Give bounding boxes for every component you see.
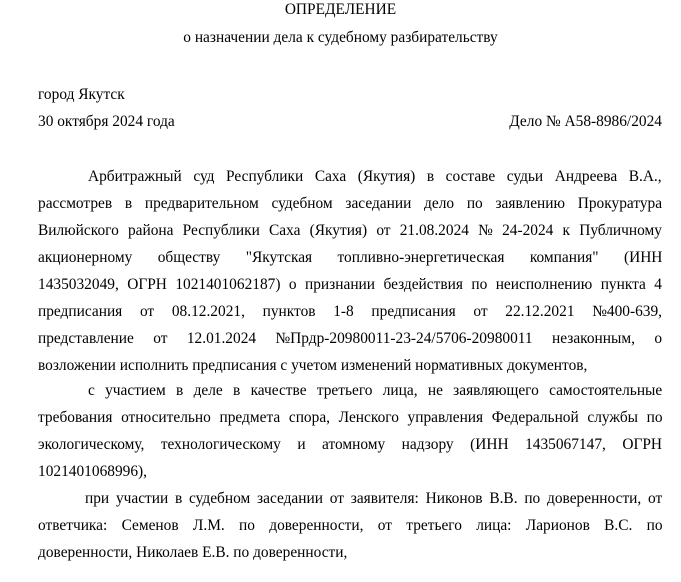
paragraph-line: требования относительно предмета спора, Ленского управления Федеральной службы по <box>38 409 663 426</box>
city-label: город Якутск <box>38 86 125 103</box>
paragraph-line: при участии в судебном заседании от заявителя: Никонов В.В. по доверенности, от <box>85 490 663 507</box>
document-title: ОПРЕДЕЛЕНИЕ <box>284 1 397 18</box>
paragraph-line: представление от 12.01.2024 №Прдр-20980011-23-24/5706-20980011 незаконным, о <box>38 330 663 347</box>
paragraph-line: с участием в деле в качестве третьего лица, не заявляющего самостоятельные <box>88 382 663 399</box>
paragraph-line: 1021401068996), <box>38 463 148 480</box>
paragraph-court-composition <box>38 163 662 379</box>
paragraph-line: ответчика: Семенов Л.М. по доверенности, от третьего лица: Ларионов В.С. по <box>38 517 663 534</box>
paragraph-line: предписания от 08.12.2021, пунктов 1-8 предписания от 22.12.2021 №400-639, <box>38 303 663 320</box>
paragraph-third-party <box>38 377 662 485</box>
document-date: 30 октября 2024 года <box>38 113 175 130</box>
paragraph-line: доверенности, Николаев Е.В. по доверенности, <box>38 544 348 561</box>
paragraph-line: Арбитражный суд Республики Саха (Якутия) в составе судьи Андреева В.А., <box>88 168 662 185</box>
paragraph-line: Вилюйского района Республики Саха (Якутия) от 21.08.2024 № 24-2024 к Публичному <box>38 222 662 239</box>
paragraph-line: экологическому, технологическому и атомному надзору (ИНН 1435067147, ОГРН <box>38 436 663 453</box>
paragraph-participants <box>38 485 662 566</box>
date-case-row <box>38 112 662 132</box>
paragraph-line: рассмотрев в предварительном судебном заседании дело по заявлению Прокуратура <box>38 195 663 212</box>
paragraph-line: 1435032049, ОГРН 1021401062187) о признании бездействия по неисполнению пункта 4 <box>38 276 662 293</box>
paragraph-line: возложении исполнить предписания с учетом изменений нормативных документов, <box>38 357 588 374</box>
paragraph-line: акционерному обществу "Якутская топливно-энергетическая компания" (ИНН <box>38 249 663 266</box>
case-number: Дело № А58-8986/2024 <box>509 113 662 130</box>
document-subtitle: о назначении дела к судебному разбирательству <box>183 29 498 46</box>
